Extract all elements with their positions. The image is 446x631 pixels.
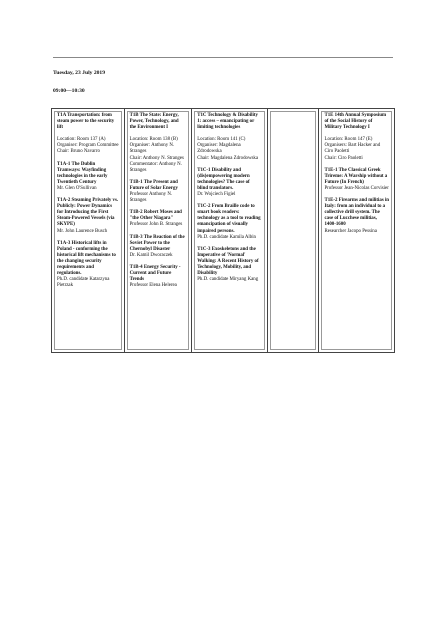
session-chair: Chair: Ciro Paoletti <box>324 155 363 161</box>
paper-title: T1A-1 The Dublin Tramways: Wayfinding technologies in the early Twentieth Century <box>57 161 108 185</box>
session-organiser: Organiser: Anthony N. Stranges <box>129 143 175 155</box>
session-t1e <box>319 109 394 352</box>
empty-cell <box>270 111 317 350</box>
paper-author: Dr. Wojciech Figiel <box>197 192 236 198</box>
session-location: Location: Room 138 (B) <box>129 137 178 143</box>
paper-title: T1B-4 Energy Security - Current and Future Trends <box>129 264 181 283</box>
session-commentator: Commentator: Anthony N. Stranges <box>129 161 182 173</box>
session-organisers: Organisers: Bart Hacker and Ciro Paoletti <box>324 143 381 155</box>
session-location: Location: Room 141 (C) <box>197 137 246 143</box>
paper-author: Ph.D. candidate Katarzyna Pietrzak <box>57 277 110 289</box>
paper-author: Researcher Jacopo Pessina <box>324 228 377 234</box>
session-title: T1E 14th Annual Symposium of the Social History of Military Technology I <box>324 113 387 131</box>
session-t1a <box>52 109 125 352</box>
paper-author: Mr. Glen O'Sullivan <box>57 185 97 191</box>
paper-author: Dr. Kamil Dworaczek <box>129 252 173 258</box>
session-t1c <box>192 109 268 352</box>
session-chair: Chair: Magdalena Zdrodowska <box>197 155 259 161</box>
paper-author: Ph.D. candidate Kamila Albin <box>197 234 256 240</box>
paper-title: T1B-2 Robert Moses and "the Other Niagara" <box>129 210 182 222</box>
session-title: T1C Technology & Disability 1: access – emancipating or limiting technologies <box>197 113 258 131</box>
session-organiser: Organiser: Program Committee <box>57 143 119 149</box>
session-date: Tuesday, 23 July 2019 <box>53 70 106 76</box>
session-t1b <box>125 109 193 352</box>
paper-author: Professor John B. Stranges <box>129 222 183 228</box>
session-title: T1A Transportation: from steam power to the security lift <box>57 113 115 131</box>
session-time: 09:00—10:30 <box>53 88 85 94</box>
paper-author: Professor Jean-Nicolas Corvisier <box>324 185 389 191</box>
paper-title: T1E-2 Firearms and militias in Italy: from an individual to a collective drill system. The case of Lucchese militias, 1400-1600 <box>324 198 390 228</box>
session-location: Location: Room 147 (E) <box>324 137 373 143</box>
session-organiser: Organiser: Magdalena Zdrodowska <box>197 143 241 155</box>
session-title: T1B The State: Energy, Power, Technology, and the Environment I <box>129 113 179 131</box>
session-location: Location: Room 137 (A) <box>57 137 106 143</box>
paper-title: T1B-1 The Present and Future of Solar Energy <box>129 179 178 191</box>
paper-author: Ph.D. candidate Miryang Kang <box>197 277 259 283</box>
session-empty <box>268 109 320 352</box>
paper-author: Professor Elena Helerea <box>129 283 177 289</box>
paper-author: Professor Anthony N. Stranges <box>129 192 173 204</box>
schedule-table <box>51 108 395 353</box>
paper-author: Mr. John Laurence Busch <box>57 228 108 234</box>
top-rule <box>53 57 393 58</box>
paper-title: T1C-1 Disability and (dis)empowering modern technologies? The case of blind translators. <box>197 167 250 191</box>
paper-title: T1B-3 The Reaction of the Soviet Power to the Chernobyl Disaster <box>129 234 185 252</box>
paper-title: T1C-3 Exoskeletons and the Imperative of 'Normal' Walking: A Recent History of Technology, Mobility, and Disability <box>197 246 259 277</box>
paper-title: T1A-3 Historical lifts in Poland - conforming the historical lift mechanisms to the changing security requirements and regulations. <box>57 240 116 277</box>
session-chair: Chair: Bruno Navarro <box>57 149 100 155</box>
paper-title: T1E-1 The Classical Greek Trireme: A Warship without a Future (In French) <box>324 167 388 185</box>
paper-title: T1C-2 From Braille code to smart book readers: technology as a tool to reading emancipation of visually impaired persons. <box>197 204 261 234</box>
paper-title: T1A-2 Steaming Privately vs. Publicly: Power Dynamics for Introducing the First Steam-Powered Vessels (via SKYPE) <box>57 198 119 228</box>
session-chair: Chair: Anthony N. Stranges <box>129 155 184 161</box>
